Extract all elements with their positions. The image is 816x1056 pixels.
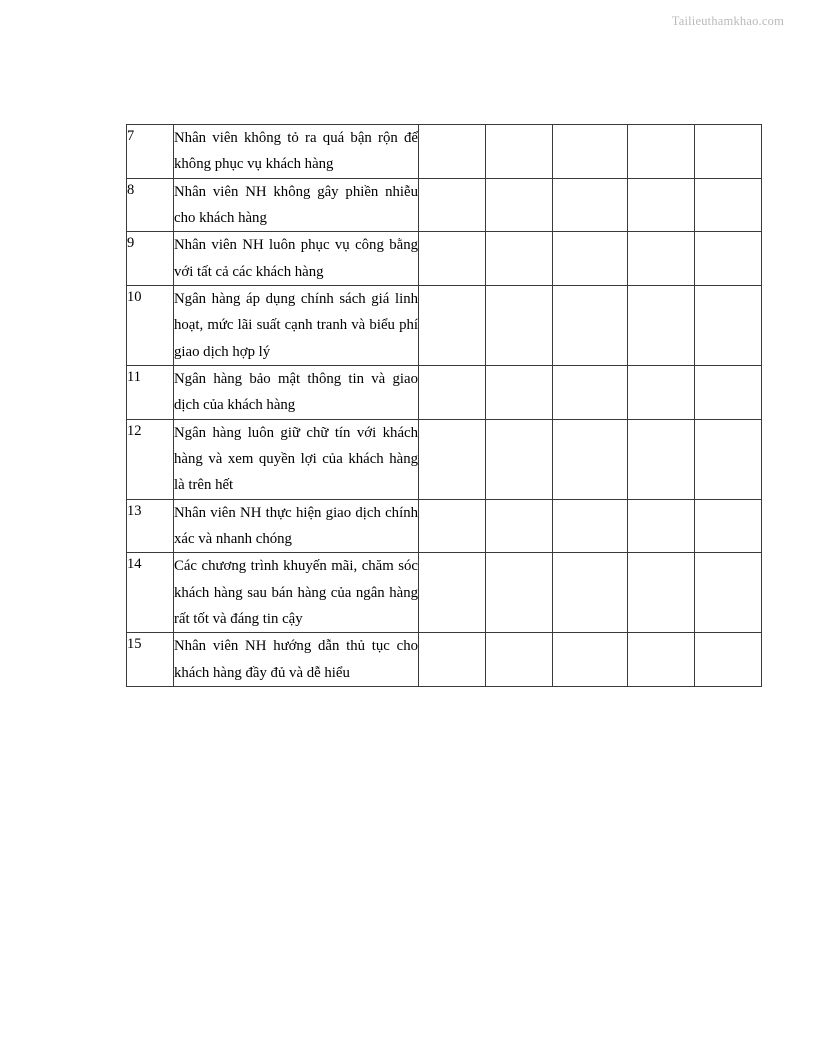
rating-cell-1[interactable] [419, 365, 486, 419]
rating-cell-3[interactable] [553, 125, 628, 179]
row-statement: Ngân hàng luôn giữ chữ tín với khách hàng và xem quyền lợi của khách hàng là trên hết [174, 419, 419, 499]
rating-cell-2[interactable] [486, 125, 553, 179]
row-number: 13 [127, 499, 174, 553]
rating-cell-5[interactable] [695, 499, 762, 553]
rating-cell-1[interactable] [419, 553, 486, 633]
rating-cell-1[interactable] [419, 285, 486, 365]
watermark-text: Tailieuthamkhao.com [671, 14, 784, 28]
rating-cell-3[interactable] [553, 553, 628, 633]
rating-cell-5[interactable] [695, 419, 762, 499]
table-row [127, 285, 762, 365]
row-number: 9 [127, 232, 174, 286]
table-row [127, 232, 762, 286]
row-statement: Nhân viên NH thực hiện giao dịch chính xác và nhanh chóng [174, 499, 419, 553]
table-row [127, 178, 762, 232]
rating-cell-3[interactable] [553, 285, 628, 365]
survey-table-body [127, 125, 762, 687]
row-number: 12 [127, 419, 174, 499]
survey-table-container [126, 124, 748, 687]
row-statement: Nhân viên NH luôn phục vụ công bằng với tất cả các khách hàng [174, 232, 419, 286]
rating-cell-3[interactable] [553, 232, 628, 286]
row-statement: Ngân hàng áp dụng chính sách giá linh hoạt, mức lãi suất cạnh tranh và biểu phí giao dịch hợp lý [174, 285, 419, 365]
rating-cell-3[interactable] [553, 365, 628, 419]
row-number: 7 [127, 125, 174, 179]
table-row [127, 419, 762, 499]
rating-cell-5[interactable] [695, 178, 762, 232]
rating-cell-5[interactable] [695, 232, 762, 286]
rating-cell-2[interactable] [486, 178, 553, 232]
rating-cell-4[interactable] [628, 285, 695, 365]
rating-cell-4[interactable] [628, 125, 695, 179]
rating-cell-1[interactable] [419, 419, 486, 499]
rating-cell-1[interactable] [419, 125, 486, 179]
rating-cell-4[interactable] [628, 553, 695, 633]
rating-cell-1[interactable] [419, 499, 486, 553]
rating-cell-2[interactable] [486, 365, 553, 419]
table-row [127, 499, 762, 553]
rating-cell-5[interactable] [695, 365, 762, 419]
row-statement: Nhân viên NH hướng dẫn thủ tục cho khách hàng đầy đủ và dễ hiểu [174, 633, 419, 687]
rating-cell-4[interactable] [628, 499, 695, 553]
rating-cell-4[interactable] [628, 419, 695, 499]
rating-cell-2[interactable] [486, 553, 553, 633]
rating-cell-4[interactable] [628, 365, 695, 419]
rating-cell-5[interactable] [695, 285, 762, 365]
rating-cell-1[interactable] [419, 232, 486, 286]
row-number: 15 [127, 633, 174, 687]
rating-cell-4[interactable] [628, 178, 695, 232]
rating-cell-2[interactable] [486, 285, 553, 365]
row-number: 14 [127, 553, 174, 633]
rating-cell-3[interactable] [553, 178, 628, 232]
table-row [127, 553, 762, 633]
rating-cell-2[interactable] [486, 633, 553, 687]
row-statement: Nhân viên không tỏ ra quá bận rộn để không phục vụ khách hàng [174, 125, 419, 179]
rating-cell-3[interactable] [553, 633, 628, 687]
rating-cell-1[interactable] [419, 178, 486, 232]
rating-cell-1[interactable] [419, 633, 486, 687]
row-number: 10 [127, 285, 174, 365]
row-statement: Ngân hàng bảo mật thông tin và giao dịch của khách hàng [174, 365, 419, 419]
rating-cell-2[interactable] [486, 419, 553, 499]
rating-cell-3[interactable] [553, 419, 628, 499]
table-row [127, 125, 762, 179]
rating-cell-3[interactable] [553, 499, 628, 553]
rating-cell-4[interactable] [628, 232, 695, 286]
row-number: 11 [127, 365, 174, 419]
rating-cell-5[interactable] [695, 553, 762, 633]
rating-cell-2[interactable] [486, 499, 553, 553]
rating-cell-4[interactable] [628, 633, 695, 687]
rating-cell-2[interactable] [486, 232, 553, 286]
row-number: 8 [127, 178, 174, 232]
row-statement: Các chương trình khuyến mãi, chăm sóc khách hàng sau bán hàng của ngân hàng rất tốt và đáng tin cậy [174, 553, 419, 633]
rating-cell-5[interactable] [695, 125, 762, 179]
rating-cell-5[interactable] [695, 633, 762, 687]
row-statement: Nhân viên NH không gây phiền nhiễu cho khách hàng [174, 178, 419, 232]
table-row [127, 633, 762, 687]
survey-table [126, 124, 762, 687]
table-row [127, 365, 762, 419]
